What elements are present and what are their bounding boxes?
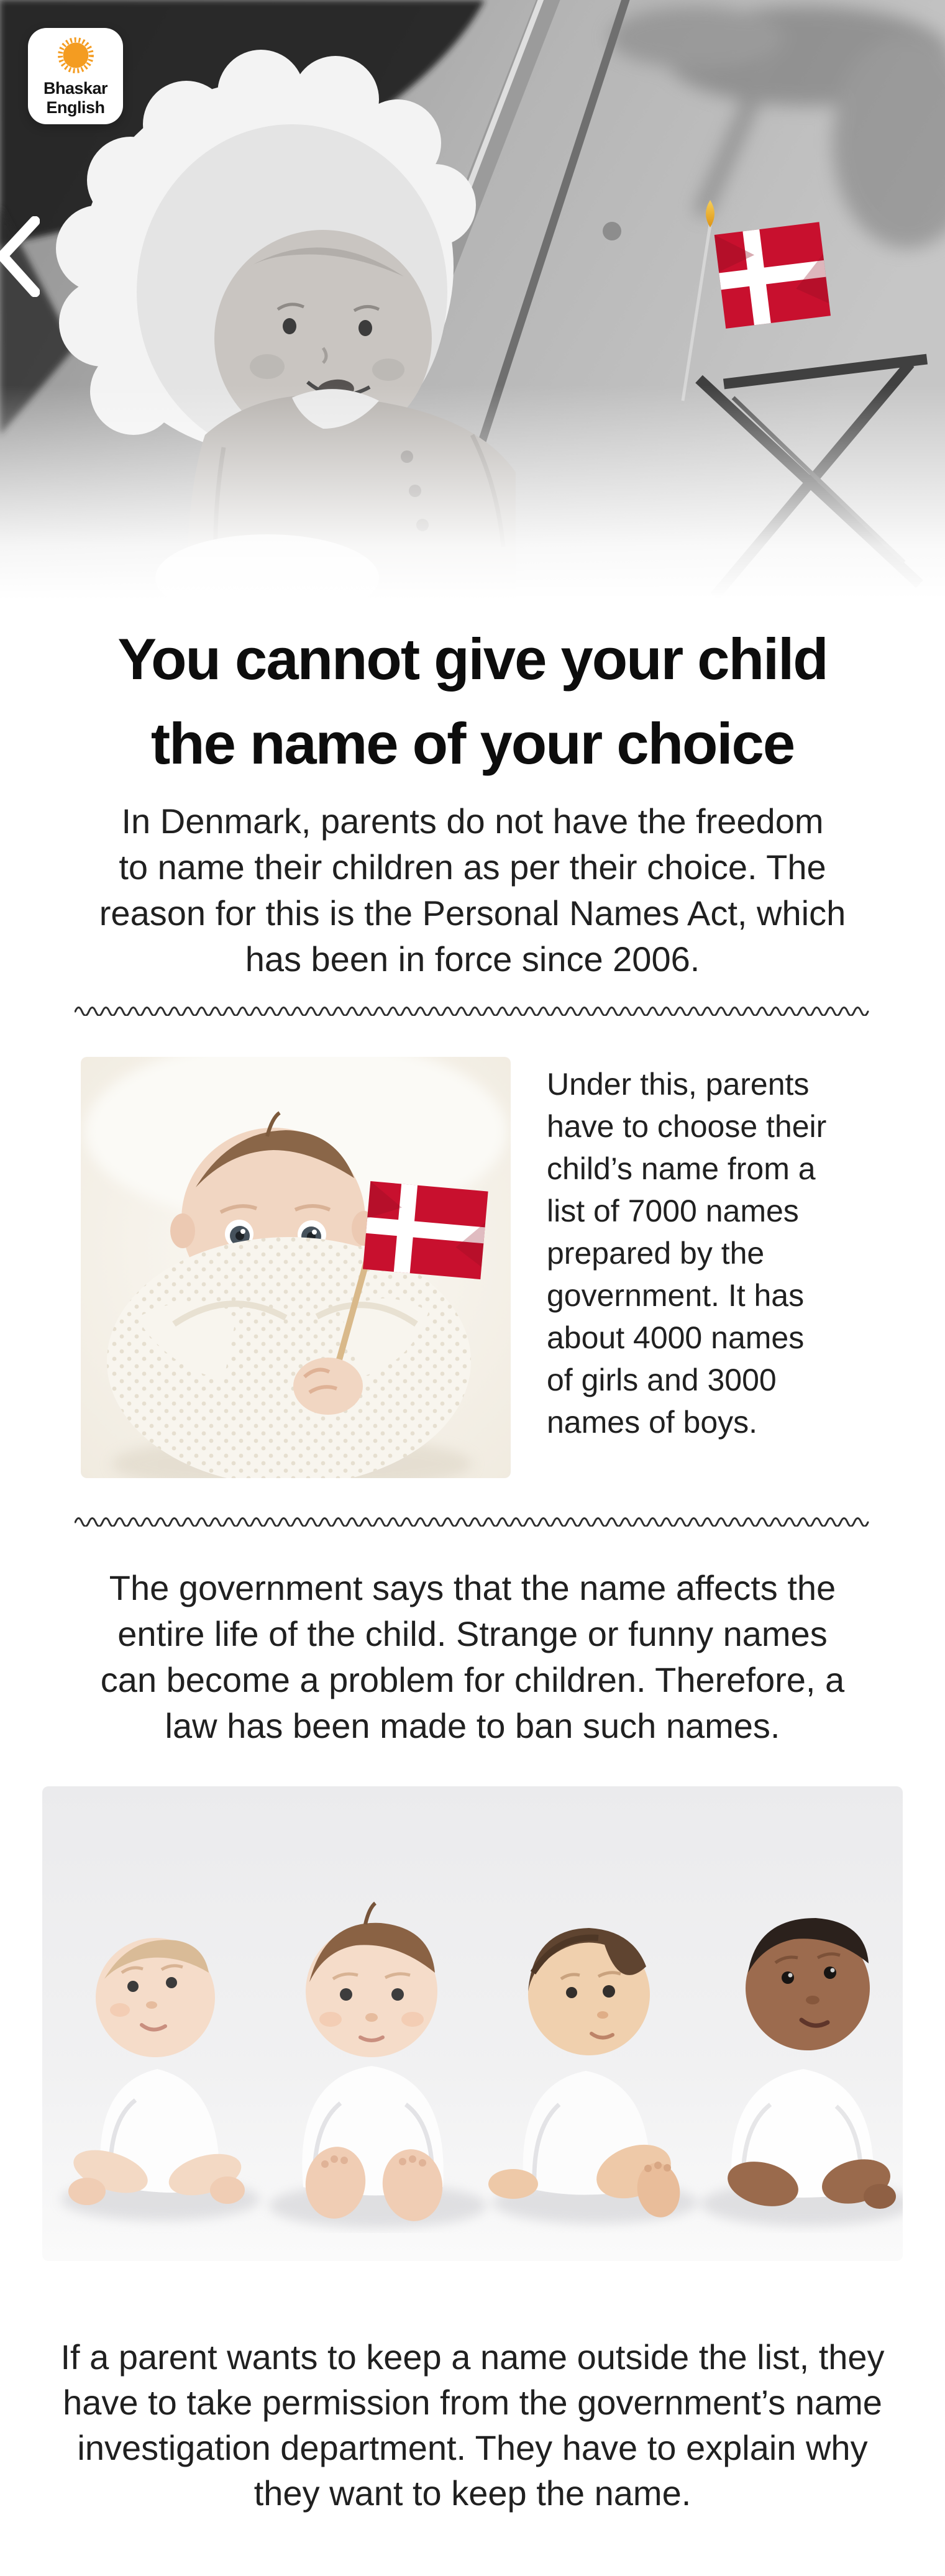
page-title: You cannot give your child the name of your choice	[117, 626, 828, 776]
intro-paragraph: In Denmark, parents do not have the freedom to name their children as per their choice. The reason for this is the Personal Names Act, which has been in force since 2006.	[99, 802, 846, 979]
four-babies-image	[42, 1786, 903, 2261]
hero-photo	[0, 0, 945, 600]
chevron-left-icon	[2, 221, 35, 292]
wavy-divider	[75, 1515, 871, 1527]
law-paragraph: The government says that the name affects the entire life of the child. Strange or funny names can become a problem for children. Therefore, a law has been made to ban such names.	[100, 1568, 845, 1745]
hero-illustration	[0, 0, 945, 600]
sun-icon	[56, 35, 96, 75]
wavy-divider	[75, 1005, 871, 1016]
names-list-text: Under this, parents have to choose their child’s name from a list of 7000 names prepared by the government. It has about 4000 names of girls and 3000 names of boys.	[547, 1067, 827, 1440]
logo-text: Bhaskar English	[43, 78, 108, 117]
names-list-section	[81, 1057, 895, 1478]
swaddled-baby-image	[81, 1057, 511, 1478]
bhaskar-english-logo[interactable]	[28, 28, 123, 124]
permission-paragraph: If a parent wants to keep a name outside the list, they have to take permission from the government’s name investigation department. They have to explain why they want to keep the name.	[60, 2337, 885, 2513]
back-button[interactable]	[0, 216, 40, 297]
